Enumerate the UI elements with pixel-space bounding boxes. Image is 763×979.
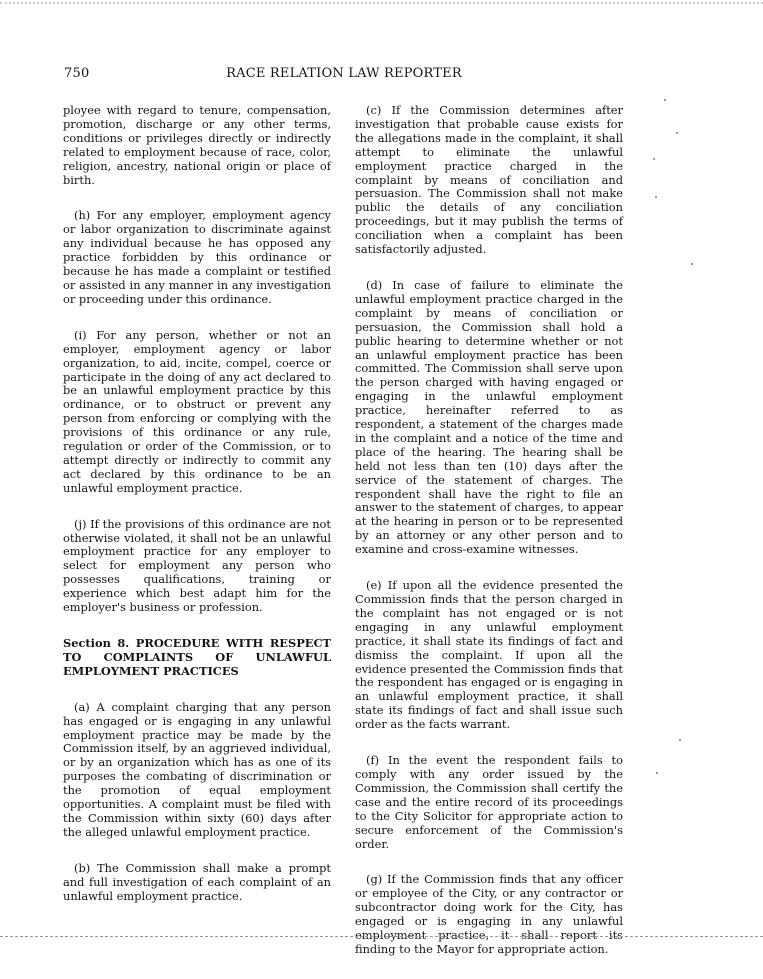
paragraph-j: (j) If the provisions of this ordinance are not otherwise violated, it shall not be an unlawful employment practice for any employer to select for employment any person who possesses qualifications, training or experience which best adapt him for the employer's business or profession. bbox=[63, 516, 331, 615]
paragraph-b: (b) The Commission shall make a prompt and full investigation of each complaint of an unlawful employment practice. bbox=[63, 860, 331, 903]
top-edge-dots bbox=[0, 2, 763, 6]
bottom-edge-line bbox=[0, 936, 763, 938]
paragraph-a: (a) A complaint charging that any person has engaged or is engaging in any unlawful employment practice may be made by the Commission itself, by an aggrieved individual, or by an organization which has as one of its purposes the combating of discrimination or the promotion of equal employment opportunities. A complaint must be filed with the Commission within sixty (60) days after the alleged unlawful employment practice. bbox=[63, 699, 331, 839]
page-number: 750 bbox=[64, 66, 90, 81]
paragraph-c: (c) If the Commission determines after investigation that probable cause exists for the allegations made in the complaint, it shall attempt to eliminate the unlawful employment practice charged in the complaint by means of conciliation and persuasion. The Commission shall not make public the details of any conciliation proceedings, but it may publish the terms of conciliation when a complaint has been satisfactorily adjusted. bbox=[355, 103, 623, 257]
paragraph-f: (f) In the event the respondent fails to comply with any order issued by the Commission, the Commission shall certify the case and the entire record of its proceedings to the City Solicitor for appropriate action to secure enforcement of the Commission's order. bbox=[355, 753, 623, 851]
scan-speck bbox=[656, 772, 658, 774]
scan-speck bbox=[691, 263, 693, 265]
paragraph-continued: ployee with regard to tenure, compensation, promotion, discharge or any other terms, conditions or privileges directly or indirectly related to employment because of race, color, religion, ancestry, national origin or place of birth. bbox=[63, 103, 331, 187]
scan-speck bbox=[679, 739, 681, 741]
scan-speck bbox=[653, 158, 655, 160]
paragraph-g: (g) If the Commission finds that any officer or employee of the City, or any contractor or subcontractor doing work for the City, has engaged or is engaging in any unlawful employment practice, it shall report its finding to the Mayor for appropriate action. bbox=[355, 872, 623, 956]
right-column bbox=[355, 104, 623, 979]
section-8-heading: Section 8. PROCEDURE WITH RESPECT TO COMPLAINTS OF UNLAWFUL EMPLOYMENT PRACTICES bbox=[63, 636, 331, 678]
scan-speck bbox=[655, 196, 657, 198]
paragraph-h: (h) For any employer, employment agency or labor organization to discriminate against any individual because he has opposed any practice forbidden by this ordinance or because he has made a complaint or testified or assisted in any manner in any investigation or proceeding under this ordinance. bbox=[63, 208, 331, 306]
paragraph-e: (e) If upon all the evidence presented the Commission finds that the person charged in the complaint has not engaged or is not engaging in any unlawful employment practice, it shall state its findings of fact and dismiss the complaint. If upon all the evidence presented the Commission finds that the respondent has engaged or is engaging in an unlawful employment practice, it shall state its findings of fact and shall issue such order as the facts warrant. bbox=[355, 578, 623, 732]
left-column bbox=[63, 104, 331, 926]
paragraph-i: (i) For any person, whether or not an employer, employment agency or labor organization, to aid, incite, compel, coerce or participate in the doing of any act declared to be an unlawful employment practice by this ordinance, or to obstruct or prevent any person from enforcing or complying with the provisions of this ordinance or any rule, regulation or order of the Commission, or to attempt directly or indirectly to commit any act declared by this ordinance to be an unlawful employment practice. bbox=[63, 327, 331, 495]
scan-speck bbox=[664, 99, 666, 101]
running-title: RACE RELATION LAW REPORTER bbox=[226, 66, 462, 81]
scan-speck bbox=[676, 132, 678, 134]
paragraph-d: (d) In case of failure to eliminate the unlawful employment practice charged in the complaint by means of conciliation or persuasion, the Commission shall hold a public hearing to determine whether or not an unlawful employment practice has been committed. The Commission shall serve upon the person charged with having engaged or engaging in the unlawful employment practice, hereinafter referred to as respondent, a statement of the charges made in the complaint and a notice of the time and place of the hearing. The hearing shall be held not less than ten (10) days after the service of the statement of charges. The respondent shall have the right to file an answer to the statement of charges, to appear at the hearing in person or to be represented by an attorney or any other person and to examine and cross-examine witnesses. bbox=[355, 277, 623, 557]
